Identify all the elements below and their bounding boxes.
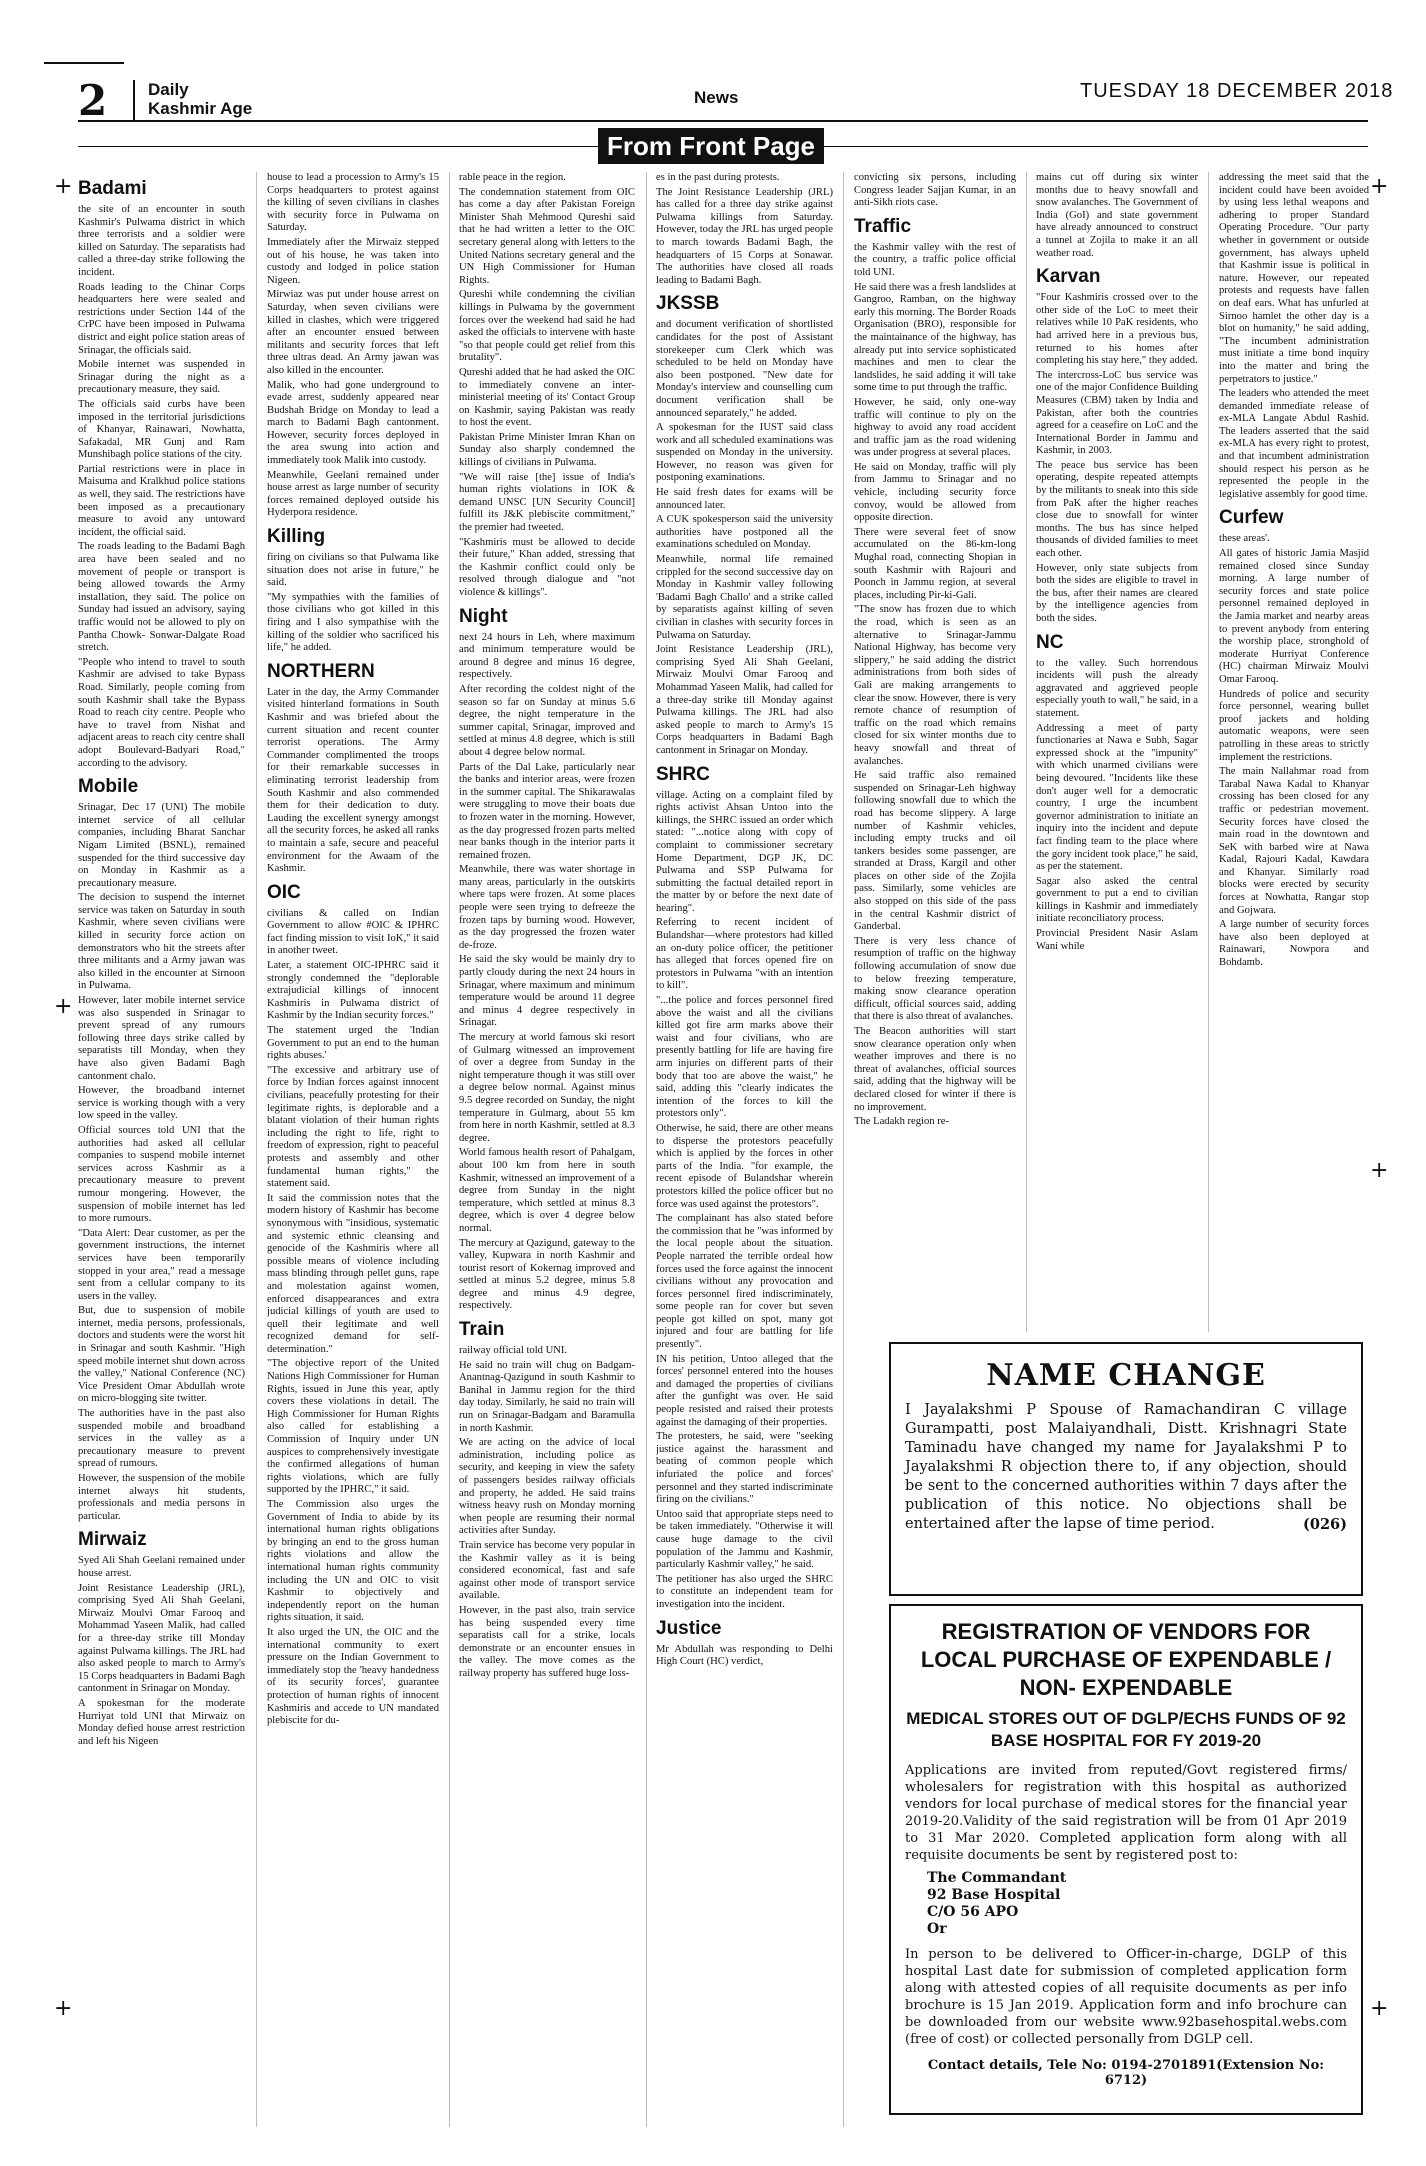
article-headline: JKSSB — [656, 293, 720, 315]
article-paragraph: We are acting on the advice of local administration, including police as security, and keeping in view the safety of passengers besides railway officials and property, he added. He said trains witness heavy rush on Monday morning when people are resuming their normal activities after Sunday. — [459, 1437, 635, 1537]
address-line: 92 Base Hospital — [927, 1887, 1061, 1903]
article-headline: Night — [459, 605, 508, 627]
notice-body — [905, 1401, 1347, 1534]
article-paragraph: The Commission also urges the Government of India to abide by its international human rights obligations by bringing an end to the gross human rights violations and allow the international human rights community including the UN and OIC to visit Kashmir to objectively and independently report on the human rights situation, it said. — [267, 1499, 439, 1624]
article-paragraph: village. Acting on a complaint filed by rights activist Ahsan Untoo into the killings, the SHRC issued an order which stated: "...notice along with copy of complaint to commissioner secretary Home Department, DGP JK, DC Pulwama and SSP Pulwama for submitting the factual detailed report in the matter by or before the next date of hearing". — [656, 789, 833, 914]
article-paragraph: these areas'. — [1219, 533, 1270, 545]
brand-separator — [133, 80, 135, 120]
article-paragraph: He said fresh dates for exams will be announced later. — [656, 487, 833, 511]
crop-mark: + — [1370, 1158, 1389, 1183]
ad-contact: Contact details, Tele No: 0194-2701891(Extension No: 6712) — [927, 2058, 1325, 2088]
article-paragraph: The mercury at world famous ski resort of Gulmarg witnessed an improvement of over a degree from Sunday in the night temperature though it was still over a degree below normal. Against minus 9.5 degree recorded on Sunday, the night temperature in Gulmarg, about 55 km from here in north Kashmir, settled at 8.3 degree. — [459, 1032, 635, 1144]
article-paragraph: Provincial President Nasir Aslam Wani while — [1036, 928, 1198, 952]
ad-body-2: In person to be delivered to Officer-in-charge, DGLP of this hospital Last date for submission of completed application form along with attested copies of all requisite documents as per info brochure is 15 Jan 2019. Application form and info brochure can be downloaded from our website www.92basehospital.webs.com (free of cost) or collected personally from DGLP cell. — [905, 1947, 1347, 2047]
article-paragraph: the Kashmir valley with the rest of the country, a traffic police official told UNI. — [854, 241, 1016, 278]
address-line: Or — [927, 1921, 947, 1937]
article-paragraph: The intercross-LoC bus service was one of the major Confidence Building Measures (CBM) taken by India and Pakistan, after both the countries agreed for a ceasefire on LoC and the International Border in Jammu and Kashmir, in 2003. — [1036, 369, 1198, 457]
article-paragraph: to the valley. Such horrendous incidents will push the already aggravated and aggrieved people especially youth to wall," he said, in a statement. — [1036, 657, 1198, 719]
top-rule — [44, 62, 124, 64]
notice-code: (026) — [1303, 1516, 1347, 1533]
article-paragraph: The main Nallahmar road from Tarabal Nawa Kadal to Khanyar crossing has been closed for any traffic or pedestrian movement. Security forces have closed the main road in the downtown and SeK with barbed wire at Nawa Kadal, Rajouri Kadal, Kawdara and Khanyar. Similarly road blocks were erected by security forces at Nowhatta, Rangar stop and Gojwara. — [1219, 766, 1369, 916]
article-paragraph: "We will raise [the] issue of India's human rights violations in IOK & demand UNSC [UN Security Council] fulfill its J&K plebiscite commitment," the premier had tweeted. — [459, 471, 635, 534]
article-paragraph: Malik, who had gone underground to evade arrest, suddenly appeared near Budshah Bridge on Monday to lead a march to Badami Bagh cantonment. However, security forces deployed in the area swung into action and immediately took Malik into custody. — [267, 379, 439, 467]
brand-line-2: Kashmir Age — [148, 99, 253, 118]
article-paragraph: World famous health resort of Pahalgam, about 100 km from here in south Kashmir, witnessed an improvement of a degree from Sunday in the night temperature, which settled at minus 8.3 degree, which is over 4 degree below normal. — [459, 1147, 635, 1234]
ad-subtitle: MEDICAL STORES OUT OF DGLP/ECHS FUNDS OF 92 BASE HOSPITAL FOR FY 2019-20 — [906, 1709, 1346, 1750]
crop-mark: + — [1370, 1996, 1389, 2021]
article-paragraph: civilians & called on Indian Government to allow #OIC & IPHRC fact finding mission to visit IoK," it said in another tweet. — [267, 907, 439, 957]
brand-line-1: Daily — [148, 80, 189, 99]
article-paragraph: "...the police and forces personnel fired above the waist and all the civilians killed got fire arm marks above their waist and four civilians, who are presently battling for life are having fire arm injuries on different parts of their body that too are above the waist," he said, adding this "clearly indicates the intention of the forces to kill the protestors only". — [656, 995, 833, 1120]
article-paragraph: It also urged the UN, the OIC and the international community to exert pressure on the Indian Government to immediately stop the 'heavy handedness of its security forces', guarantee protection of human rights of innocent Kashmiris and accede to UN mandated plebiscite for du- — [267, 1626, 439, 1727]
article-paragraph: "People who intend to travel to south Kashmir are advised to take Bypass Road. Similarly, people coming from south Kashmir shall take the Bypass Road to reach city centre. People who have to travel from Nishat and adjacent areas to reach city centre shall adopt Boulevard-Badyari Road," according to the advisory. — [78, 656, 245, 769]
article-paragraph: Immediately after the Mirwaiz stepped out of his house, he was taken into custody and lodged in police station Nigeen. — [267, 236, 439, 286]
page-number: 2 — [78, 76, 108, 125]
article-paragraph: "Data Alert: Dear customer, as per the government instructions, the internet services have been temporarily stopped in your area," read a message sent from a cellular company to its users in the valley. — [78, 1227, 245, 1302]
article-paragraph: "The excessive and arbitrary use of force by Indian forces against innocent civilians, peacefully protesting for their legitimate rights, is deplorable and a blatant violation of their human rights including the right to life, right to freedom of expression, right to peaceful protests and assembly and other fundamental human rights," the statement said. — [267, 1064, 439, 1190]
article-paragraph: The decision to suspend the internet service was taken on Saturday in south Kashmir, where seven civilians were killed in security force action on demonstrators who hit the streets after three militants and a Army jawan was also killed in the encounter at Sirnoon in Pulwama. — [78, 892, 245, 992]
article-paragraph: The Beacon authorities will start snow clearance operation only when weather improves and there is no threat of avalanches, official sources said, adding that the highway will be declared closed for winter if there is no improvement. — [854, 1026, 1016, 1113]
column-divider — [1026, 172, 1027, 1332]
brand-logo — [148, 80, 252, 118]
article-paragraph: The statement urged the 'Indian Government to put an end to the human rights abuses.' — [267, 1025, 439, 1062]
notice-title: NAME CHANGE — [986, 1358, 1266, 1393]
article-headline: Train — [459, 1319, 505, 1341]
article-paragraph: The Joint Resistance Leadership (JRL) has called for a three day strike against Pulwama killings from Saturday. However, today the JRL has urged people to march towards Badami Bagh, the headquarters of 15 Corps at Sonawar. The authorities have closed all roads leading to Badami Bagh. — [656, 186, 833, 286]
masthead — [0, 0, 1426, 161]
article-paragraph: Joint Resistance Leadership (JRL), comprising Syed Ali Shah Geelani, Mirwaiz Moulvi Omar Farooq and Mohammad Yaseen Malik, had called for a three-day strike till Monday against Pulwama killings. The JRL had also asked people to march to Army's 15 Corps headquarters in Badami Bagh cantonment in Srinagar on Monday. — [656, 644, 833, 756]
article-headline: NC — [1036, 631, 1064, 653]
article-paragraph: He said on Monday, traffic will ply from Jammu to Srinagar and no vehicle, including security force convoy, would be allowed from opposite direction. — [854, 461, 1016, 524]
article-paragraph: Official sources told UNI that the authorities had asked all cellular companies to suspend mobile internet services across Kashmir as a precautionary measure to prevent rumour mongering. However, the suspension of mobile internet has led to more rumours. — [78, 1124, 245, 1225]
article-headline: Justice — [656, 1617, 722, 1639]
article-paragraph: convicting six persons, including Congress leader Sajjan Kumar, in an anti-Sikh riots case. — [854, 172, 1016, 209]
article-paragraph: next 24 hours in Leh, where maximum and minimum temperature would be around 8 degree and minus 16 degree, respectively. — [459, 631, 635, 681]
ad-title: REGISTRATION OF VENDORS FOR LOCAL PURCHASE OF EXPENDABLE / NON- EXPENDABLE — [920, 1619, 1332, 1700]
column-divider — [646, 172, 647, 2127]
article-paragraph: Meanwhile, there was water shortage in many areas, particularly in the outskirts where taps were frozen. At some places people were seen trying to defreeze the frozen taps by burning wood. However, as the day progressed the frozen water de-froze. — [459, 864, 635, 951]
article-paragraph: However, the suspension of the mobile internet always hit students, professionals and media persons in particular. — [78, 1473, 245, 1522]
article-paragraph: Mobile internet was suspended in Srinagar during the night as a precautionary measure, they said. — [78, 359, 245, 396]
article-paragraph: Joint Resistance Leadership (JRL), comprising Syed Ali Shah Geelani, Mirwaiz Moulvi Omar Farooq and Mohammad Yaseen Malik, had called for a three-day strike till Monday against Pulwama killings. The JRL had also asked people to march to Army's 15 Corps headquarters in Badami Bagh cantonment in Srinagar on Monday. — [78, 1582, 245, 1695]
article-paragraph: Train service has become very popular in the Kashmir valley as it is being considered economical, fast and safe against other mode of transport service available. — [459, 1539, 635, 1602]
column-divider — [256, 172, 257, 2127]
article-headline: Mobile — [78, 776, 139, 798]
article-paragraph: Meanwhile, normal life remained crippled for the second successive day on Monday in Kashmir valley following 'Badami Bagh Challo' and a strike called by separatists against killing of seven civilian in clashes with security forces in Pulwama on Saturday. — [656, 554, 833, 641]
article-paragraph: Syed Ali Shah Geelani remained under house arrest. — [78, 1555, 245, 1579]
article-paragraph: The complainant has also stated before the commission that he "was informed by the local people about the situation. People narrated the terrible ordeal how forces used the force against the innocent civilians without any provocation and forces personnel fired indiscriminately, some people ran for cover but seven people got killed on spot, many got injured and four are battling for life presently". — [656, 1213, 833, 1351]
article-paragraph: IN his petition, Untoo alleged that the forces' personnel entered into the houses and damaged the properties of civilians after the gunfight was over. He said people resisted and raised their protests against the damaging of their properties. — [656, 1353, 833, 1428]
crop-mark: + — [1370, 174, 1389, 199]
article-paragraph: firing on civilians so that Pulwama like situation does not arise in future," he said. — [267, 552, 439, 589]
article-headline: Killing — [267, 526, 326, 548]
article-paragraph: He said traffic also remained suspended on Srinagar-Leh highway following snowfall due to which the road has become slippery. A large number of Kashmir vehicles, including empty trucks and oil tankers besides some passenger, are stranded at Drass, Kargil and other places on other side of the Zojila pass. Similarly, some vehicles are also stopped on this side of the pass in the central Kashmir district of Ganderbal. — [854, 770, 1016, 933]
article-paragraph: and document verification of shortlisted candidates for the post of Assistant storekeeper cum Clerk which was scheduled to be held on Monday have also been postponed. "New date for Monday's interview and counselling cum document verification shall be announced separately," he added. — [656, 319, 833, 419]
article-headline: Badami — [78, 178, 147, 199]
notice-text: I Jayalakshmi P Spouse of Ramachandiran C village Gurampatti, post Malaiyandhali, Distt. Krishnagri State Taminadu have changed my name for Jayalakshmi P to Jayalakshmi R objection there to, if any objection, should be sent to the concerned authorities within 7 days after the publication of this notice. No objections shall be entertained after the lapse of time period. — [905, 1402, 1347, 1532]
article-paragraph: However, later mobile internet service was also suspended in Srinagar to prevent spread of any rumours following three days strike called by separatists till Monday, when they have also given Badami Bagh cantonment chalo. — [78, 995, 245, 1082]
ad-body: Applications are invited from reputed/Govt registered firms/ wholesalers for registration with this hospital as authorized vendors for local purchase of medical stores for the financial year 2019-20.Validity of the said registration will be from 01 Apr 2019 to 31 Mar 2020. Completed application form along with all requisite documents be sent by registered post to: — [905, 1763, 1347, 1863]
column-divider — [843, 172, 844, 2127]
article-paragraph: Sagar also asked the central government to put a end to civilian killings in Kashmir and immediately initiate reconciliatory process. — [1036, 875, 1198, 925]
article-paragraph: "Four Kashmiris crossed over to the other side of the LoC to meet their relatives while 10 PaK residents, who had arrived here in a previous bus, returned to his homes after completing his stay here," they added. — [1036, 292, 1198, 367]
article-paragraph: However, the broadband internet service is working though with a very low speed in the valley. — [78, 1085, 245, 1122]
article-paragraph: Hundreds of police and security force personnel, wearing bullet proof jackets and holding automatic weapons, were seen patrolling in these areas to strictly implement the restrictions. — [1219, 688, 1369, 763]
vendor-registration-ad — [889, 1604, 1363, 2115]
section-banner: From Front Page — [598, 128, 824, 164]
crop-mark: + — [54, 1996, 73, 2021]
article-paragraph: However, only state subjects from both the sides are eligible to travel in the bus, after their names are cleared by the intelligence agencies from both the sides. — [1036, 562, 1198, 624]
article-paragraph: es in the past during protests. — [656, 172, 780, 183]
article-headline: SHRC — [656, 763, 710, 785]
article-headline: Traffic — [854, 215, 912, 237]
article-paragraph: A CUK spokesperson said the university authorities have postponed all the examinations scheduled on Monday. — [656, 514, 833, 551]
article-headline: NORTHERN — [267, 660, 375, 682]
column-1 — [78, 172, 245, 2127]
column-4 — [656, 172, 833, 2127]
article-paragraph: Roads leading to the Chinar Corps headquarters here were sealed and restrictions under Section 144 of the CrPC have been imposed in Pulwama district and eight police station areas of Srinagar, the officials said. — [78, 281, 245, 356]
article-paragraph: Mr Abdullah was responding to Delhi High Court (HC) verdict, — [656, 1643, 833, 1668]
article-paragraph: rable peace in the region. — [459, 172, 566, 183]
address-line: C/O 56 APO — [927, 1904, 1019, 1920]
article-paragraph: He said no train will chug on Badgam-Anantnag-Qazigund in south Kashmir to Banihal in Jammu region for the third day today. Similarly, he said no train will run on Srinagar-Badgam and Baramulla in north Kashmir. — [459, 1359, 635, 1434]
article-paragraph: addressing the meet said that the incident could have been avoided by using less lethal weapons and adhering to proper Standard Operating Procedure. "Our party whether in government or outside government, has always upheld that Kashmir issue is political in nature. However, our repeated protests and requests have fallen on deaf ears. What has unfurled at Sirnoo hamlet the other day is a blot on humanity," he said adding, "The incumbent administration must initiate a time bond inquiry into the matter and bring the perpetrators to justice." — [1219, 172, 1369, 385]
column-divider — [449, 172, 450, 2127]
article-paragraph: mains cut off during six winter months due to heavy snowfall and snow avalanches. The Government of India (GoI) and state government have already announced to construct a tunnel at Zojila to make it an all weather road. — [1036, 172, 1198, 259]
article-paragraph: Parts of the Dal Lake, particularly near the banks and interior areas, were frozen in the summer capital. The Shikarawalas were struggling to move their boats due to frozen water in the morning. However, as the day progressed frozen parts melted near banks though in the interior parts it remained frozen. — [459, 761, 635, 861]
article-paragraph: Addressing a meet of party functionaries at Nawa e Subh, Sagar expressed shock at the "impunity" with which unarmed civilians were being devoured. "Incidents like these don't auger well for a democratic country, I urge the incumbent governor administration to initiate an inquiry into the incident and depute fact finding team to the place where the gory incident took place," he said, as per the statement. — [1036, 722, 1198, 873]
column-7 — [1219, 172, 1369, 1332]
article-paragraph: The Ladakh region re- — [854, 1116, 950, 1128]
article-headline: Curfew — [1219, 507, 1284, 529]
article-paragraph: Qureshi while condemning the civilian killings in Pulwama by the government forces over the weekend had said he had asked the officials to intervene with haste "so that people could get relief from this brutality". — [459, 289, 635, 364]
header-rule — [78, 120, 1368, 122]
article-paragraph: Srinagar, Dec 17 (UNI) The mobile internet service of all cellular companies, including Bharat Sanchar Nigam Limited (BSNL), remained suspended for the third successive day on Monday in Kashmir as a precautionary measure. — [78, 802, 245, 889]
article-headline: Karvan — [1036, 266, 1101, 288]
article-paragraph: Meanwhile, Geelani remained under house arrest as large number of security forces remained deployed outside his Hyderpora residence. — [267, 469, 439, 519]
article-paragraph: The condemnation statement from OIC has come a day after Pakistan Foreign Minister Shah Mehmood Qureshi said that he had written a letter to the OIC secretary general along with letters to the United Nations secretary general and the UN High Commissioner for Human Rights. — [459, 186, 635, 286]
article-paragraph: "My sympathies with the families of those civilians who got killed in this firing and I also sympathise with the killing of the soldier who sacrificed his life," he added. — [267, 591, 439, 654]
article-paragraph: There is very less chance of resumption of traffic on the highway following accumulation of snow due to below freezing temperature, making snow clearance operation difficult, official sources said, adding that there is also threat of avalanches. — [854, 935, 1016, 1023]
article-paragraph: It said the commission notes that the modern history of Kashmir has become synonymous with "insidious, systematic and systemic ethnic cleansing and genocide of the Kashmiris where all possible means of violence including mass blinding through pellet guns, rape and molestation against women, enforced disappearances and extra judicial killings of youth are used to quell their legitimate and well recognized demand for self-determination." — [267, 1192, 439, 1355]
crop-mark: + — [54, 174, 73, 199]
section-label: News — [694, 88, 739, 107]
article-paragraph: Later in the day, the Army Commander visited hinterland formations in South Kashmir and was briefed about the current situation and recent counter terrorist operations. The Army Commander complimented the troops for their remarkable successes in eliminating terrorist leadership from South Kashmir and also commended them for their dedication to duty. Lauding the excellent synergy amongst all the security forces, he asked all ranks to maintain a safe, secure and peaceful environment for the Awaam of the Kashmir. — [267, 686, 439, 875]
article-paragraph: The protesters, he said, were "seeking justice against the harassment and beating of common people which infuriated the police and forces' personnel and they started indiscriminate firing on the civilians." — [656, 1431, 833, 1506]
article-paragraph: After recording the coldest night of the season so far on Sunday at minus 5.6 degree, the night temperature in the summer capital, Srinagar, improved and settled at minus 4.8 degree, which is still about 4 degree below normal. — [459, 683, 635, 758]
column-divider — [1208, 172, 1209, 1332]
article-paragraph: However, in the past also, train service has being suspended every time separatists call for a strike, locals demonstrate or an encounter ensues in the valley. The move comes as the railway property has suffered huge loss- — [459, 1604, 635, 1679]
name-change-notice — [889, 1342, 1363, 1596]
article-paragraph: Pakistan Prime Minister Imran Khan on Sunday also sharply condemned the killings of civilians in Pulwama. — [459, 431, 635, 469]
article-paragraph: He said the sky would be mainly dry to partly cloudy during the next 24 hours in Srinagar, where maximum and minimum temperature would be around 11 degree and minus 4 degree respectively in Srinagar. — [459, 954, 635, 1029]
ad-address — [927, 1870, 1361, 1938]
article-paragraph: "Kashmiris must be allowed to decide their future," Khan added, stressing that the Kashmir conflict could only be resolved through dialogue and "not violence & killings". — [459, 536, 635, 598]
article-paragraph: The leaders who attended the meet demanded immediate release of ex-MLA Langate Abdul Rashid. The leaders asserted that the said ex-MLA has every right to protest, and that incumbent administration should respect his person as he represented the people in the legislative assembly for good time. — [1219, 388, 1369, 500]
article-paragraph: He said there was a fresh landslides at Gangroo, Ramban, on the highway early this morning. The Border Roads Organisation (BRO), responsible for the maintainance of the highway, has already put into service sophisticated machines and men to clear the landslides, he said adding it will take some time to put through the traffic. — [854, 281, 1016, 394]
column-6 — [1036, 172, 1198, 1332]
address-line: The Commandant — [927, 1870, 1067, 1886]
article-paragraph: Mirwiaz was put under house arrest on Saturday, when seven civilians were killed in clashes, which were triggered after an encounter ensued between militants and security forces that left three ultras dead. An Army jawan was also killed in the encounter. — [267, 289, 439, 376]
article-paragraph: But, due to suspension of mobile internet, media persons, professionals, doctors and students were the worst hit in Srinagar and south Kashmir. "High speed mobile internet shut down across the valley," National Conference (NC) Vice President Omar Abdullah wrote on micro-blogging site twitter. — [78, 1305, 245, 1405]
column-3 — [459, 172, 635, 2127]
column-5 — [854, 172, 1016, 1332]
article-paragraph: A large number of security forces have also been deployed at Rainawari, Nowpora and Bohdamb. — [1219, 919, 1369, 969]
article-paragraph: The officials said curbs have been imposed in the territorial jurisdictions of Khanyar, Rainawari, Nowhatta, Safakadal, MR Gunj and Ram Munshibagh police stations of the city. — [78, 398, 245, 461]
article-paragraph: The peace bus service has been operating, despite repeated attempts by the militants to sneak into this side from PaK after the higher reaches close due to snowfall for winter months. The bus has since helped thousands of divided families to meet each other. — [1036, 459, 1198, 560]
article-paragraph: However, he said, only one-way traffic will continue to ply on the highway to avoid any road accident and traffic jam as the road widening was under progress at several places. — [854, 396, 1016, 459]
article-paragraph: A spokesman for the moderate Hurriyat told UNI that Mirwaiz on Monday defied house arrest restriction and left his Nigeen — [78, 1697, 245, 1747]
article-headline: OIC — [267, 881, 301, 903]
article-paragraph: "The snow has frozen due to which the road, which is seen as an alternative to Srinagar-Jammu National Highway, has become very slippery," he said adding the district administrations from both sides of Gali are making arrangements to clear the snow. However, there is very remote chance of resumption of traffic on the road which remains closed for six winter months due to heavy snowfall and threat of avalanches. — [854, 604, 1016, 767]
article-paragraph: Referring to recent incident of Bulandshar—where protestors had killed an on-duty police officer, the petitioner has alleged that forces opened fire on protestors in Pulwama "with an intention to kill". — [656, 917, 833, 992]
article-headline: Mirwaiz — [78, 1529, 147, 1551]
article-paragraph: Later, a statement OIC-IPHRC said it strongly condemned the "deplorable extrajudicial killings of innocent Kashmiris in Pulwama district of Kashmir by the Indian security forces." — [267, 960, 439, 1022]
article-paragraph: railway official told UNI. — [459, 1345, 568, 1357]
article-paragraph: Qureshi added that he had asked the OIC to immediately convene an inter-ministerial meeting of its' Contact Group on Kashmir, saying Pakistan was ready to host the event. — [459, 366, 635, 429]
article-paragraph: Otherwise, he said, there are other means to disperse the protestors peacefully which is applied by the forces in other parts of the India. "for example, the recent episode of Bulandshar wherein protestors killed the police officer but no force was used against the protestors". — [656, 1122, 833, 1210]
article-paragraph: The mercury at Qazigund, gateway to the valley, Kupwara in north Kashmir and tourist resort of Kokernag improved and settled at minus 5.2 degree, minus 5.8 degree and minus 4.9 degree, respectively. — [459, 1237, 635, 1312]
article-paragraph: the site of an encounter in south Kashmir's Pulwama district in which three terrorists and a soldier were killed on Saturday. The separatists had called a three-day strike following the incident. — [78, 204, 245, 278]
article-paragraph: A spokesman for the IUST said class work and all scheduled examinations was suspended on Monday in the university. However, no reason was given for postponing examinations. — [656, 422, 833, 484]
article-paragraph: The authorities have in the past also suspended mobile and broadband services in the valley as a precautionary measure to prevent spread of rumours. — [78, 1408, 245, 1470]
dateline: TUESDAY 18 DECEMBER 2018 — [1080, 80, 1394, 102]
article-paragraph: Partial restrictions were in place in Maisuma and Kralkhud police stations as well, they said. The restrictions have been imposed as a precautionary measure to avoid any untoward incident, the official said. — [78, 463, 245, 538]
article-paragraph: There were several feet of snow accumulated on the 86-km-long Mughal road, connecting Shopian in south Kashmir with Rajouri and Poonch in Jammu region, at several places, including Pir-ki-Gali. — [854, 526, 1016, 601]
article-paragraph: house to lead a procession to Army's 15 Corps headquarters to protest against the killing of seven civilians in clashes with security force in Pulwama on Saturday. — [267, 172, 439, 234]
article-paragraph: The roads leading to the Badami Bagh area have been sealed and no movement of people or transport is being allowed towards the Army installation, they said. The police on Sunday had issued an advisory, saying traffic would not be allowed to ply on Pantha Chowk- Sonwar-Dalgate Road stretch. — [78, 541, 245, 654]
crop-mark: + — [54, 994, 73, 1019]
article-paragraph: The petitioner has also urged the SHRC to constitute an independent team for investigation into the incident. — [656, 1573, 833, 1610]
article-paragraph: Untoo said that appropriate steps need to be taken immediately. "Otherwise it will cause huge damage to the civil population of the Jammu and Kashmir, particularly Kashmir valley," he said. — [656, 1508, 833, 1571]
article-paragraph: "The objective report of the United Nations High Commissioner for Human Rights, issued in June this year, aptly covers these violations in detail. The High Commissioner for Human Rights also called for establishing a Commission of Inquiry under UN auspices to comprehensively investigate the confirmed allegations of human rights violations, which are fully supported by the IPHRC," it said. — [267, 1358, 439, 1496]
article-paragraph: All gates of historic Jamia Masjid remained closed since Sunday morning. A large number of security forces and state police personnel remained deployed in the Jamia market and nearby areas to prevent anybody from entering the worship place, stronghold of moderate Hurriyat Conference (HC) chairman Mirwaiz Moulvi Omar Farooq. — [1219, 548, 1369, 685]
column-2 — [267, 172, 439, 2127]
